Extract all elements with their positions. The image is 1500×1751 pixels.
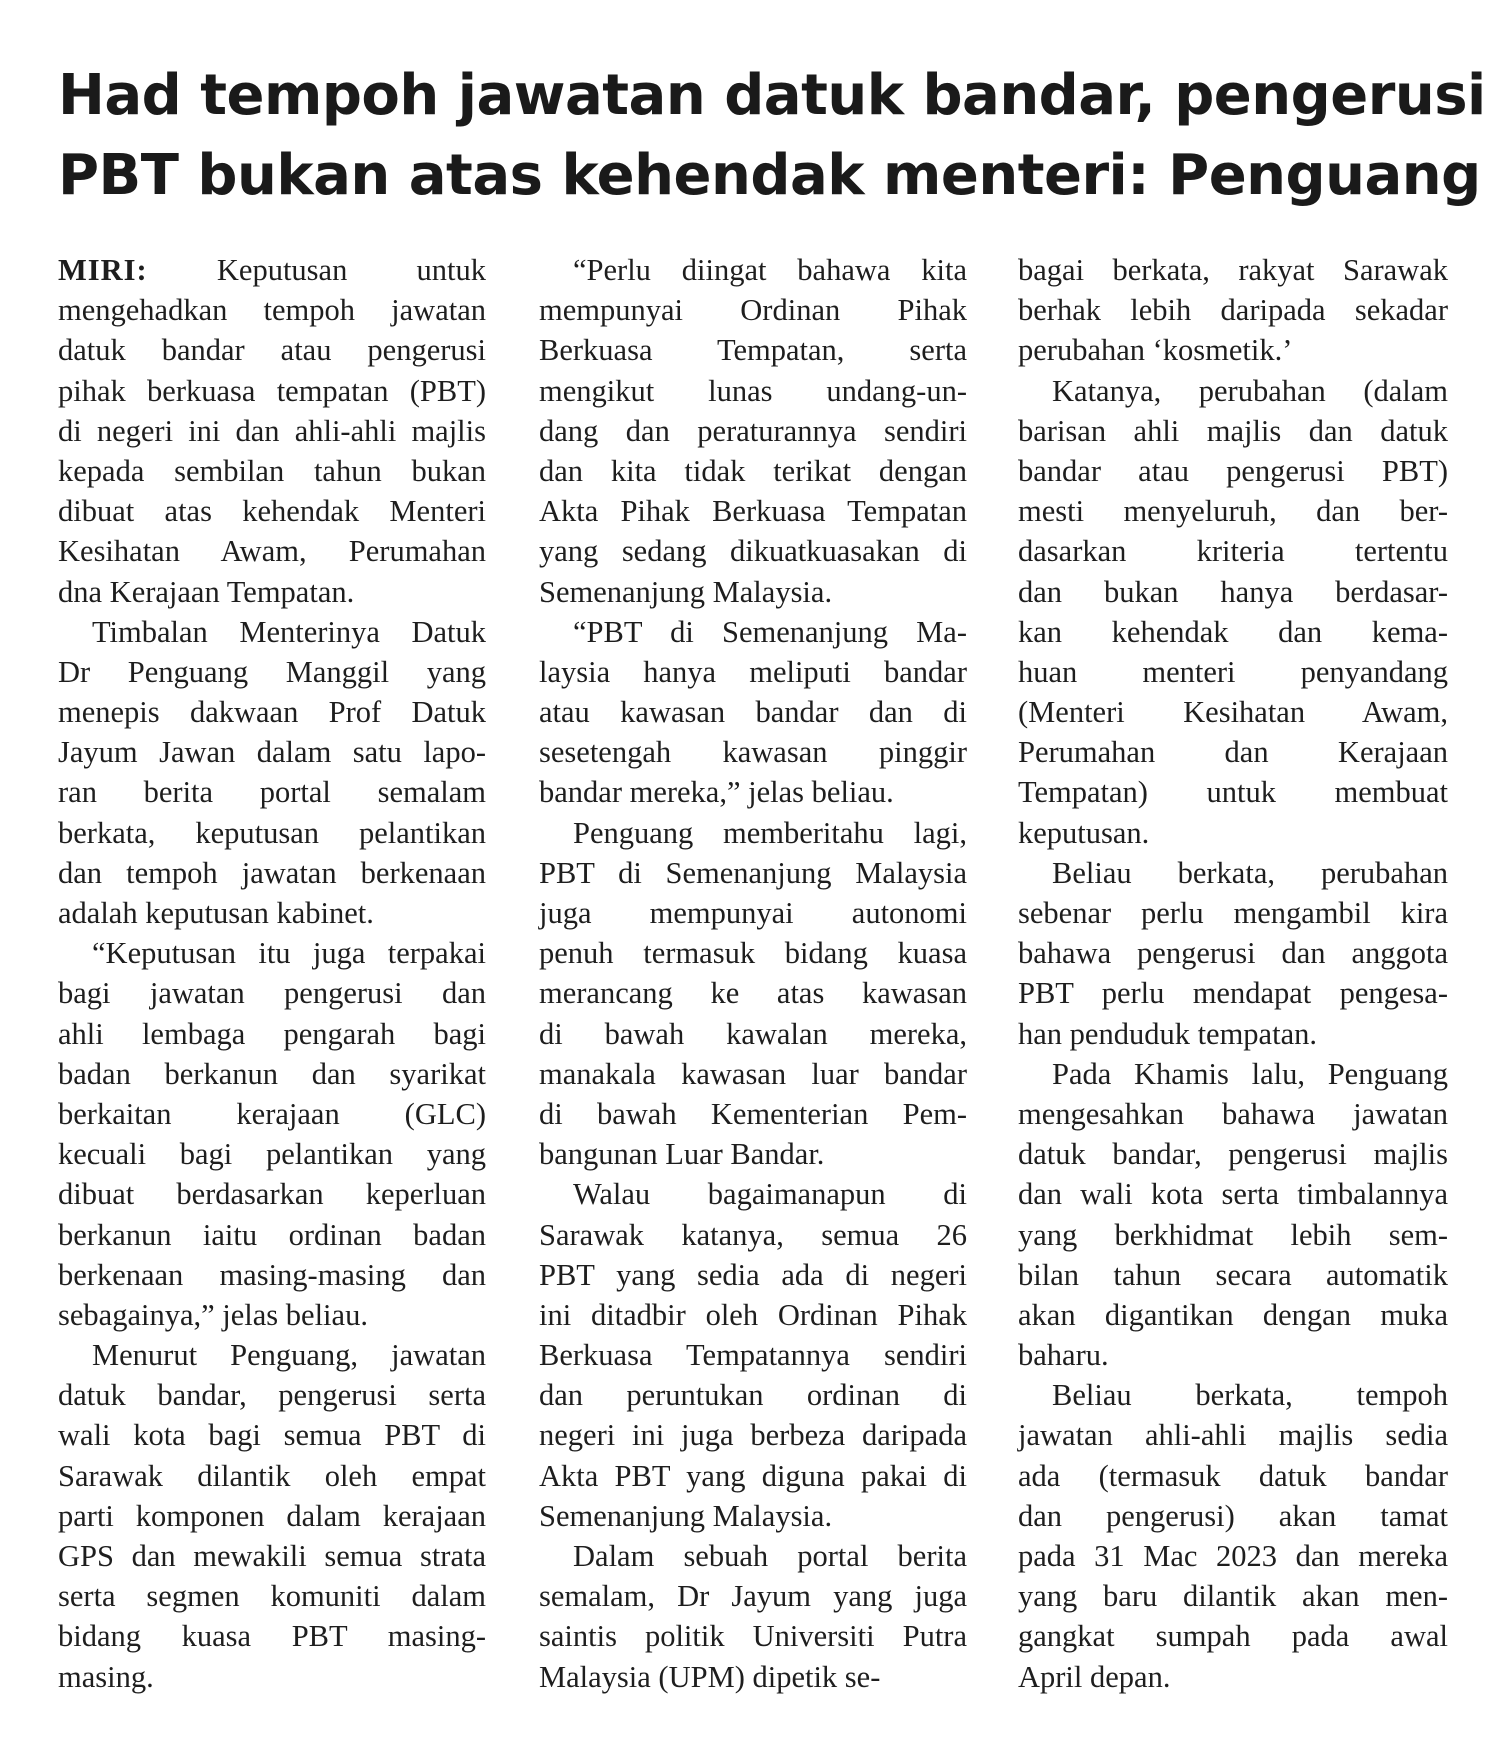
article-paragraph [539, 612, 967, 813]
text-line: parti komponen dalam kerajaan [58, 1498, 486, 1533]
text-line: yang baru dilantik akan men- [1018, 1579, 1448, 1614]
text-line: bahawa pengerusi dan anggota [1018, 936, 1448, 971]
text-line: berkata, keputusan pelantikan [58, 815, 486, 850]
text-line: April depan. [1018, 1659, 1171, 1694]
text-line: dan kita tidak terikat dengan [539, 453, 967, 488]
article-paragraph [1018, 371, 1448, 853]
text-line: barisan ahli majlis dan datuk [1018, 413, 1448, 448]
text-line: bandar mereka,” jelas beliau. [539, 775, 894, 810]
text-line: adalah keputusan kabinet. [58, 896, 374, 930]
text-line: PBT yang sedia ada di negeri [539, 1257, 967, 1292]
text-line: dan tempoh jawatan berkenaan [58, 855, 486, 890]
text-line [58, 250, 486, 290]
text-line: (Menteri Kesihatan Awam, [1018, 695, 1448, 730]
text-line: datuk bandar atau pengerusi [58, 333, 486, 368]
text-line: di bawah Kementerian Pem- [539, 1096, 967, 1131]
text-line: berkenaan masing-masing dan [58, 1257, 486, 1292]
text-line: dan wali kota serta timbalannya [1018, 1177, 1448, 1212]
text-line: mengesahkan bahawa jawatan [1018, 1096, 1448, 1131]
text-line: Semenanjung Malaysia. [539, 574, 833, 609]
text-line: Malaysia (UPM) dipetik se- [539, 1659, 881, 1694]
text-line: Dr Penguang Manggil yang [58, 654, 486, 689]
text-line: yang sedang dikuatkuasakan di [539, 534, 967, 569]
article-paragraph [1018, 1054, 1448, 1376]
text-line: atau kawasan bandar dan di [539, 695, 967, 730]
text-line: han penduduk tempatan. [1018, 1016, 1317, 1051]
text-line: baharu. [1018, 1338, 1109, 1373]
text-line: sesetengah kawasan pinggir [539, 735, 967, 770]
text-line: dasarkan kriteria tertentu [1018, 534, 1448, 569]
text-line: berkaitan kerajaan (GLC) [58, 1096, 486, 1131]
text-line: Semenanjung Malaysia. [539, 1498, 833, 1533]
article-paragraph [58, 612, 486, 934]
text-line: berkanun iaitu ordinan badan [58, 1217, 486, 1252]
text-line: Menurut Penguang, jawatan [92, 1338, 486, 1373]
article-paragraph [58, 1335, 486, 1697]
text-line: merancang ke atas kawasan [539, 976, 967, 1011]
text-line: dibuat berdasarkan keperluan [58, 1177, 486, 1212]
text-line: mesti menyeluruh, dan ber- [1018, 494, 1448, 529]
text-line: mengikut lunas undang-un- [539, 373, 967, 408]
text-line: di bawah kawalan mereka, [539, 1016, 967, 1051]
text-line: Sarawak dilantik oleh empat [58, 1458, 486, 1493]
text-line: GPS dan mewakili semua strata [58, 1539, 486, 1573]
text-line: Tempatan) untuk membuat [1018, 775, 1448, 810]
text-line: ada (termasuk datuk bandar [1018, 1458, 1448, 1493]
text-line: berhak lebih daripada sekadar [1018, 293, 1448, 328]
text-line: sebagainya,” jelas beliau. [58, 1297, 368, 1332]
text-line: akan digantikan dengan muka [1018, 1297, 1448, 1332]
text-line: negeri ini juga berbeza daripada [539, 1418, 967, 1453]
text-line: dang dan peraturannya sendiri [539, 413, 967, 448]
text-line: bilan tahun secara automatik [1018, 1257, 1448, 1292]
text-line: Penguang memberitahu lagi, [573, 815, 967, 850]
text-line: penuh termasuk bidang kuasa [539, 936, 967, 971]
text-line: ran berita portal semalam [58, 775, 486, 810]
text-line: dan pengerusi) akan tamat [1018, 1498, 1448, 1533]
text-line: dan bukan hanya berdasar- [1018, 574, 1448, 609]
text-line: perubahan ‘kosmetik.’ [1018, 333, 1293, 368]
text-line: Pada Khamis lalu, Penguang [1052, 1056, 1448, 1091]
text-line: mengehadkan tempoh jawatan [58, 293, 486, 328]
text-line: “PBT di Semenanjung Ma- [573, 614, 967, 649]
text-line: datuk bandar, pengerusi majlis [1018, 1137, 1448, 1172]
text-line: yang berkhidmat lebih sem- [1018, 1217, 1448, 1252]
article-paragraph [539, 1174, 967, 1536]
text-line: Beliau berkata, tempoh [1052, 1378, 1448, 1413]
text-line: Kesihatan Awam, Perumahan [58, 534, 486, 569]
text-line: mempunyai Ordinan Pihak [539, 293, 967, 328]
article-paragraph [58, 933, 486, 1335]
text-line: badan berkanun dan syarikat [58, 1056, 486, 1091]
article-paragraph [539, 813, 967, 1175]
text-line: kecuali bagi pelantikan yang [58, 1137, 486, 1172]
text-line: Jayum Jawan dalam satu lapo- [58, 735, 486, 770]
text-line: bidang kuasa PBT masing- [58, 1619, 486, 1654]
text-line: PBT di Semenanjung Malaysia [539, 855, 967, 890]
text-line: Berkuasa Tempatan, serta [539, 333, 967, 368]
text-line: masing. [58, 1659, 154, 1694]
text-line: Perumahan dan Kerajaan [1018, 735, 1448, 770]
text-line: saintis politik Universiti Putra [539, 1619, 967, 1654]
text-line: bagi jawatan pengerusi dan [58, 976, 486, 1011]
article-column-3 [1018, 250, 1448, 1697]
headline-line: Had tempoh jawatan datuk bandar, pengerusi [58, 63, 1486, 128]
article-headline [58, 56, 1486, 216]
article-paragraph [1018, 1375, 1448, 1697]
article-paragraph [58, 250, 486, 612]
text-line: datuk bandar, pengerusi serta [58, 1378, 486, 1413]
text-line: serta segmen komuniti dalam [58, 1579, 486, 1614]
text-line: semalam, Dr Jayum yang juga [539, 1579, 967, 1614]
text-line: Timbalan Menterinya Datuk [92, 614, 486, 649]
text-line: pada 31 Mac 2023 dan mereka [1018, 1539, 1448, 1573]
text-line: juga mempunyai autonomi [539, 896, 967, 930]
text-line: “Keputusan itu juga terpakai [92, 936, 486, 971]
text-line: PBT perlu mendapat pengesa- [1018, 976, 1448, 1011]
text-line: gangkat sumpah pada awal [1018, 1619, 1448, 1654]
text-line: ahli lembaga pengarah bagi [58, 1016, 486, 1051]
text-line: pihak berkuasa tempatan (PBT) [58, 373, 486, 408]
text-line: dna Kerajaan Tempatan. [58, 574, 355, 609]
text-line: bandar atau pengerusi PBT) [1018, 453, 1448, 488]
text-line: laysia hanya meliputi bandar [539, 654, 967, 689]
text-line: kepada sembilan tahun bukan [58, 453, 486, 488]
text-line: dan peruntukan ordinan di [539, 1378, 967, 1413]
text-line: ini ditadbir oleh Ordinan Pihak [539, 1297, 967, 1332]
text-line: huan menteri penyandang [1018, 654, 1448, 689]
text-line: Walau bagaimanapun di [573, 1177, 967, 1212]
text-line: Akta PBT yang diguna pakai di [539, 1458, 967, 1493]
text-line: sebenar perlu mengambil kira [1018, 896, 1448, 930]
article-paragraph [1018, 853, 1448, 1054]
text-line-rest: Keputusan untuk [147, 253, 486, 287]
headline-line: PBT bukan atas kehendak menteri: Penguang [58, 143, 1481, 208]
text-line: Dalam sebuah portal berita [573, 1539, 967, 1573]
text-line: manakala kawasan luar bandar [539, 1056, 967, 1091]
article-paragraph [539, 1536, 967, 1697]
text-line: “Perlu diingat bahawa kita [573, 253, 967, 287]
text-line: di negeri ini dan ahli-ahli majlis [58, 413, 486, 448]
text-line: bagai berkata, rakyat Sarawak [1018, 253, 1448, 287]
text-line: kan kehendak dan kema- [1018, 614, 1448, 649]
dateline: MIRI: [58, 253, 148, 287]
text-line: Berkuasa Tempatannya sendiri [539, 1338, 967, 1373]
article-paragraph [1018, 250, 1448, 371]
article-column-1 [58, 250, 486, 1697]
article-paragraph [539, 250, 967, 612]
text-line: Sarawak katanya, semua 26 [539, 1217, 967, 1252]
text-line: Katanya, perubahan (dalam [1052, 373, 1448, 408]
text-line: dibuat atas kehendak Menteri [58, 494, 486, 529]
text-line: Akta Pihak Berkuasa Tempatan [539, 494, 967, 529]
text-line: Beliau berkata, perubahan [1052, 855, 1448, 890]
article-column-2 [539, 250, 967, 1697]
text-line: jawatan ahli-ahli majlis sedia [1018, 1418, 1448, 1453]
text-line: wali kota bagi semua PBT di [58, 1418, 486, 1453]
text-line: bangunan Luar Bandar. [539, 1137, 825, 1172]
text-line: menepis dakwaan Prof Datuk [58, 695, 486, 730]
text-line: keputusan. [1018, 815, 1150, 850]
